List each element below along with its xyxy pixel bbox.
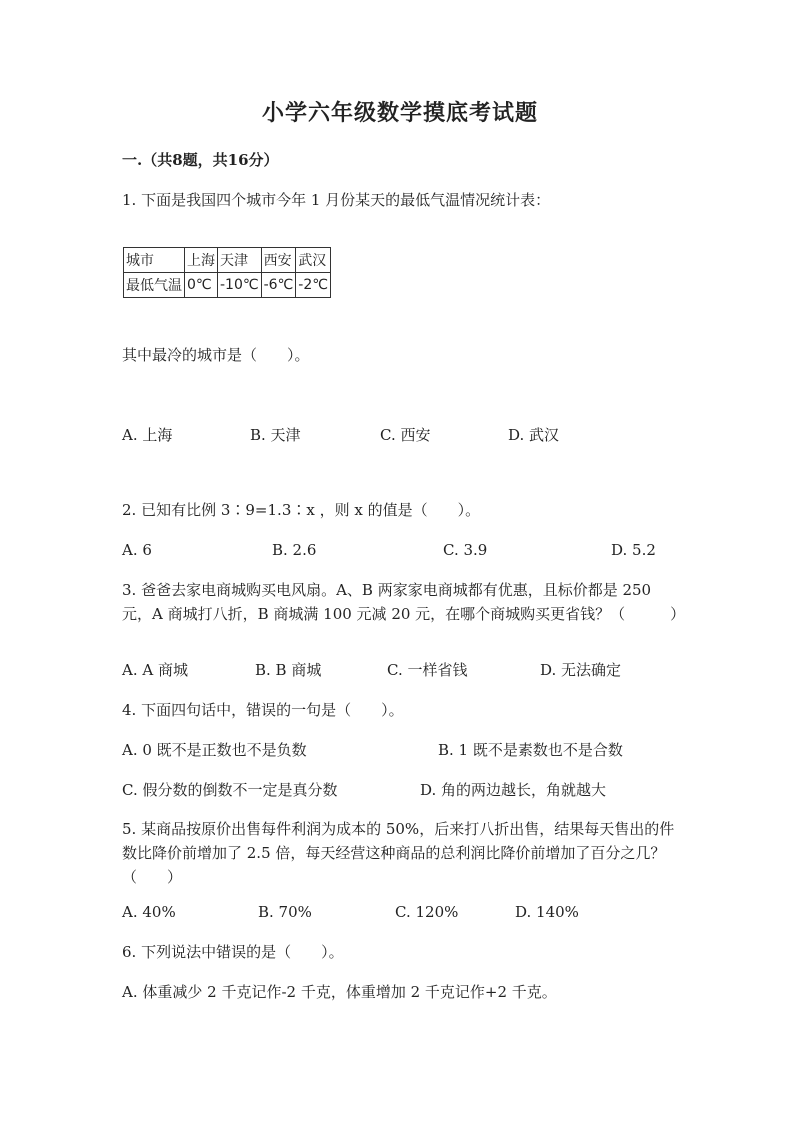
q2-option-a[interactable]: A. 6 xyxy=(122,541,152,559)
q6-option-a[interactable]: A. 体重减少 2 千克记作-2 千克，体重增加 2 千克记作+2 千克。 xyxy=(122,983,557,1001)
q1-ask: 其中最冷的城市是（ ）。 xyxy=(122,346,310,364)
q1-option-d[interactable]: D. 武汉 xyxy=(508,426,560,444)
section-heading: 一.（共8题，共16分） xyxy=(122,151,279,169)
q5-option-c[interactable]: C. 120% xyxy=(395,903,459,921)
q5-option-d[interactable]: D. 140% xyxy=(515,903,579,921)
table-cell: 武汉 xyxy=(296,248,331,273)
table-cell: 西安 xyxy=(261,248,296,273)
q1-option-c[interactable]: C. 西安 xyxy=(380,426,431,444)
q3-option-a[interactable]: A. A 商城 xyxy=(122,661,188,679)
q1-option-b[interactable]: B. 天津 xyxy=(250,426,301,444)
q3-stem: 3. 爸爸去家电商城购买电风扇。A、B 两家家电商城都有优惠，且标价都是 250 元，A 商城打八折，B 商城满 100 元减 20 元，在哪个商城购买更省钱？（ ） xyxy=(122,581,686,623)
q5-stem: 5. 某商品按原价出售每件利润为成本的 50%，后来打八折出售，结果每天售出的件数比降价前增加了 2.5 倍，每天经营这种商品的总利润比降价前增加了百分之几？（ ） xyxy=(122,820,675,886)
table-cell: -10℃ xyxy=(218,273,262,298)
table-cell: 天津 xyxy=(218,248,262,273)
page-title: 小学六年级数学摸底考试题 xyxy=(261,100,538,126)
table-cell: 上海 xyxy=(185,248,218,273)
q2-option-d[interactable]: D. 5.2 xyxy=(611,541,656,559)
q4-stem: 4. 下面四句话中，错误的一句是（ ）。 xyxy=(122,701,404,719)
q5-option-b[interactable]: B. 70% xyxy=(258,903,312,921)
table-cell: -2℃ xyxy=(296,273,331,298)
q1-stem: 1. 下面是我国四个城市今年 1 月份某天的最低气温情况统计表： xyxy=(122,191,551,209)
q3-option-d[interactable]: D. 无法确定 xyxy=(540,661,622,679)
q3-option-b[interactable]: B. B 商城 xyxy=(255,661,322,679)
table-cell: -6℃ xyxy=(261,273,296,298)
q4-option-b[interactable]: B. 1 既不是素数也不是合数 xyxy=(438,741,623,759)
q2-stem: 2. 已知有比例 3∶9=1.3∶x ，则 x 的值是（ ）。 xyxy=(122,501,481,519)
table-row xyxy=(124,248,331,273)
table-cell: 0℃ xyxy=(185,273,218,298)
q4-option-c[interactable]: C. 假分数的倒数不一定是真分数 xyxy=(122,781,338,799)
q1-option-a[interactable]: A. 上海 xyxy=(122,426,173,444)
table-row xyxy=(124,273,331,298)
q3-option-c[interactable]: C. 一样省钱 xyxy=(387,661,468,679)
q5-option-a[interactable]: A. 40% xyxy=(122,903,176,921)
q6-stem: 6. 下列说法中错误的是（ ）。 xyxy=(122,943,344,961)
q2-option-c[interactable]: C. 3.9 xyxy=(443,541,488,559)
q4-option-d[interactable]: D. 角的两边越长，角就越大 xyxy=(420,781,607,799)
temperature-table xyxy=(123,247,331,298)
q4-option-a[interactable]: A. 0 既不是正数也不是负数 xyxy=(122,741,307,759)
table-cell: 城市 xyxy=(124,248,185,273)
q2-option-b[interactable]: B. 2.6 xyxy=(272,541,317,559)
table-cell: 最低气温 xyxy=(124,273,185,298)
